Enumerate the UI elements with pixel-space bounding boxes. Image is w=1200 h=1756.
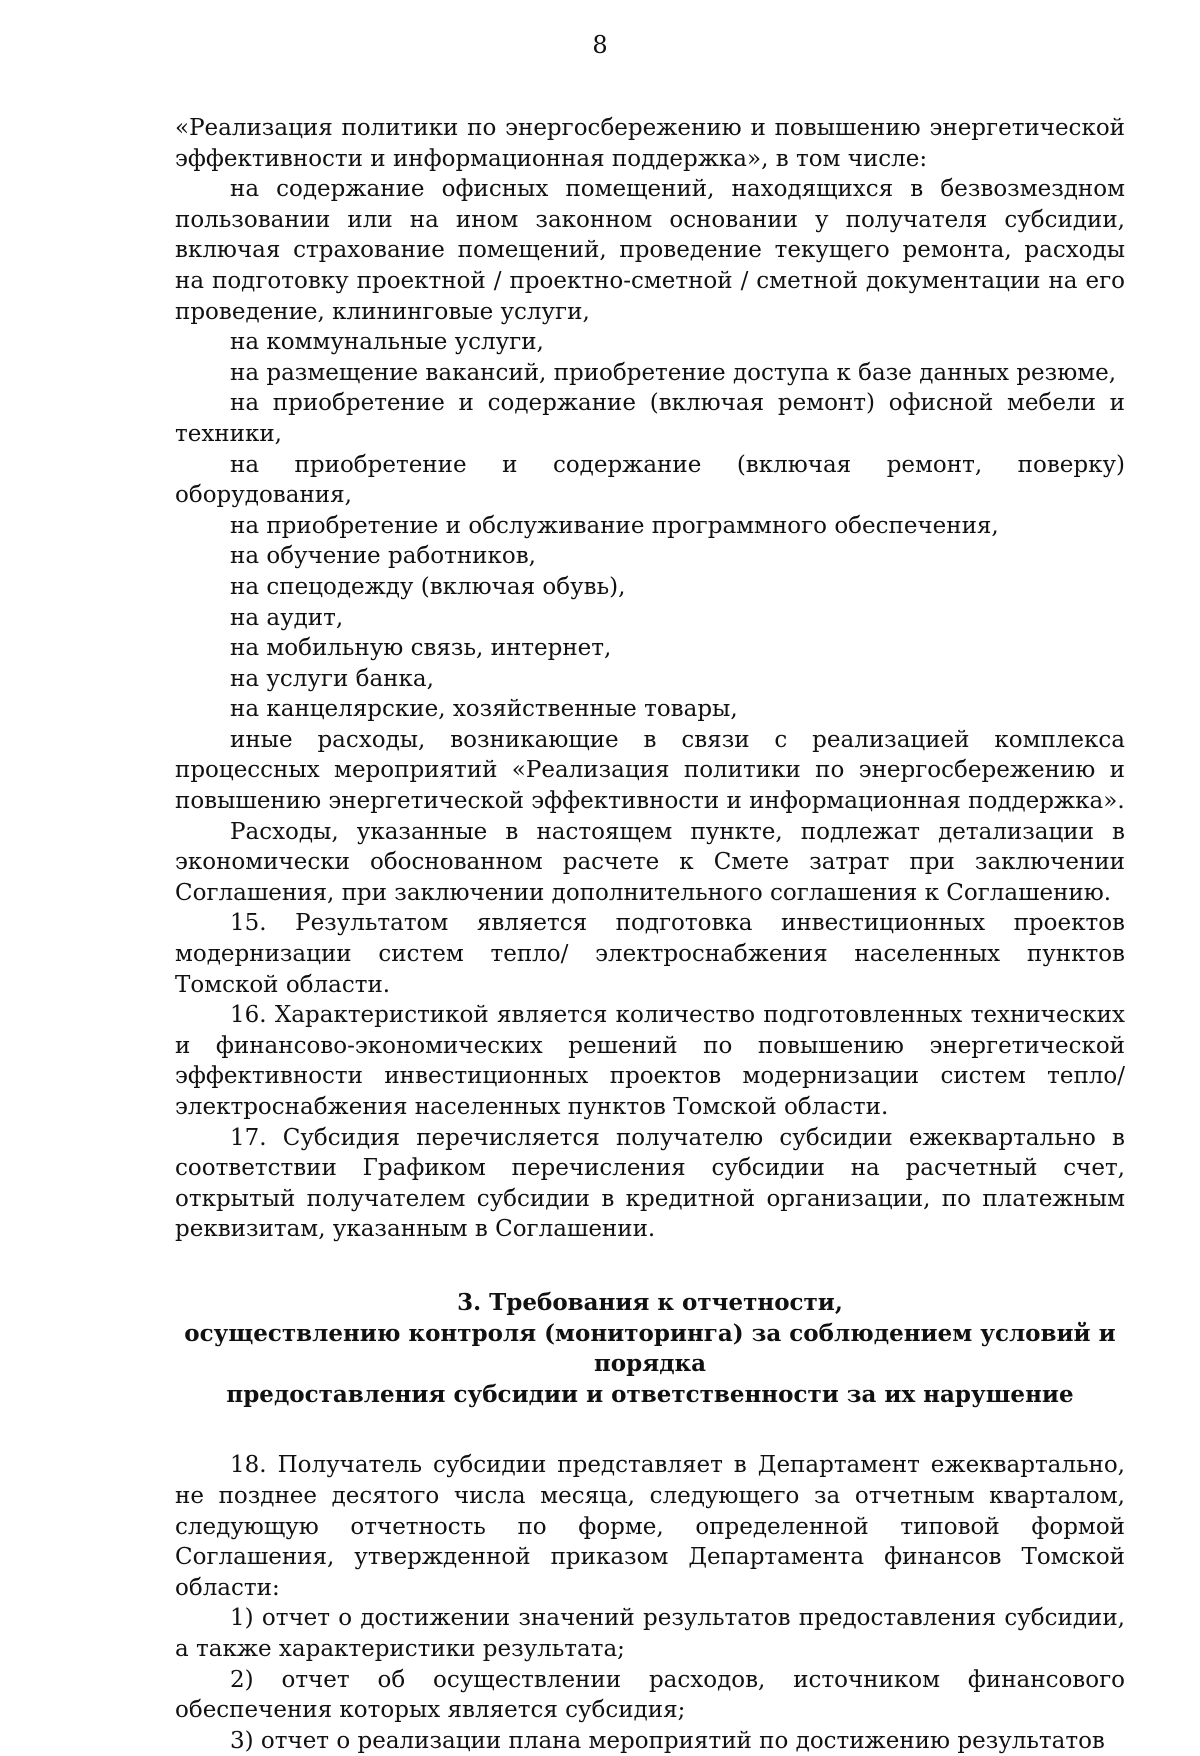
section-heading-line-3: предоставления субсидии и ответственности за их нарушение (226, 1380, 1074, 1408)
paragraph: Расходы, указанные в настоящем пункте, подлежат детализации в экономически обоснованном расчете к Смете затрат при заключении Соглашения, при заключении дополнительного соглашения к Соглашению. (175, 818, 1125, 906)
paragraphs-bottom (175, 1450, 1125, 1756)
paragraphs-top (175, 113, 1125, 1245)
paragraph-17: 17. Субсидия перечисляется получателю субсидии ежеквартально в соответствии Графиком перечисления субсидии на расчетный счет, открытый получателем субсидии в кредитной организации, по платежным реквизитам, указанным в Соглашении. (175, 1124, 1125, 1243)
list-item: на мобильную связь, интернет, (230, 635, 612, 662)
paragraph-18: 18. Получатель субсидии представляет в Департамент ежеквартально, не позднее десятого числа месяца, следующего за отчетным кварталом, следующую отчетность по форме, определенной типовой формой Соглашения, утвержденной приказом Департамента финансов Томской области: (175, 1452, 1125, 1601)
paragraph-16: 16. Характеристикой является количество подготовленных технических и финансово-экономических решений по повышению энергетической эффективности инвестиционных проектов модернизации систем тепло/ электроснабжения населенных пунктов Томской области. (175, 1002, 1125, 1120)
list-item: на коммунальные услуги, (230, 329, 544, 356)
list-item: на спецодежду (включая обувь), (230, 573, 626, 600)
list-item: на канцелярские, хозяйственные товары, (230, 696, 738, 723)
paragraph-15: 15. Результатом является подготовка инвестиционных проектов модернизации систем тепло/ электроснабжения населенных пунктов Томской области. (175, 910, 1125, 998)
list-item: на приобретение и содержание (включая ремонт) офисной мебели и техники, (175, 390, 1125, 447)
paragraph: «Реализация политики по энергосбережению и повышению энергетической эффективности и информационная поддержка», в том числе: (175, 115, 1125, 172)
list-item: на аудит, (230, 604, 344, 631)
list-item: на размещение вакансий, приобретение доступа к базе данных резюме, (230, 359, 1117, 386)
list-item: на обучение работников, (230, 543, 536, 570)
page-number: 8 (592, 31, 608, 59)
list-item: 3) отчет о реализации плана мероприятий по достижению результатов (230, 1727, 1105, 1754)
list-item: на услуги банка, (230, 665, 434, 692)
list-item: на приобретение и содержание (включая ремонт, поверку) оборудования, (175, 451, 1125, 509)
document-body (175, 113, 1125, 1756)
section-heading (175, 1288, 1125, 1410)
section-heading-line-2: осуществлению контроля (мониторинга) за соблюдением условий и порядка (184, 1319, 1116, 1378)
paragraph: на содержание офисных помещений, находящихся в безвозмездном пользовании или на ином законном основании у получателя субсидии, включая страхование помещений, проведение текущего ремонта, расходы на подготовку проектной / проектно-сметной / сметной документации на его проведение, клининговые услуги, (175, 176, 1125, 325)
list-item: 2) отчет об осуществлении расходов, источником финансового обеспечения которых является субсидия; (175, 1666, 1125, 1724)
paragraph: иные расходы, возникающие в связи с реализацией комплекса процессных мероприятий «Реализация политики по энергосбережению и повышению энергетической эффективности и информационная поддержка». (175, 726, 1125, 815)
list-item: 1) отчет о достижении значений результатов предоставления субсидии, а также характеристики результата; (175, 1605, 1125, 1662)
list-item: на приобретение и обслуживание программного обеспечения, (230, 512, 999, 539)
section-heading-line-1: 3. Требования к отчетности, (457, 1288, 843, 1316)
